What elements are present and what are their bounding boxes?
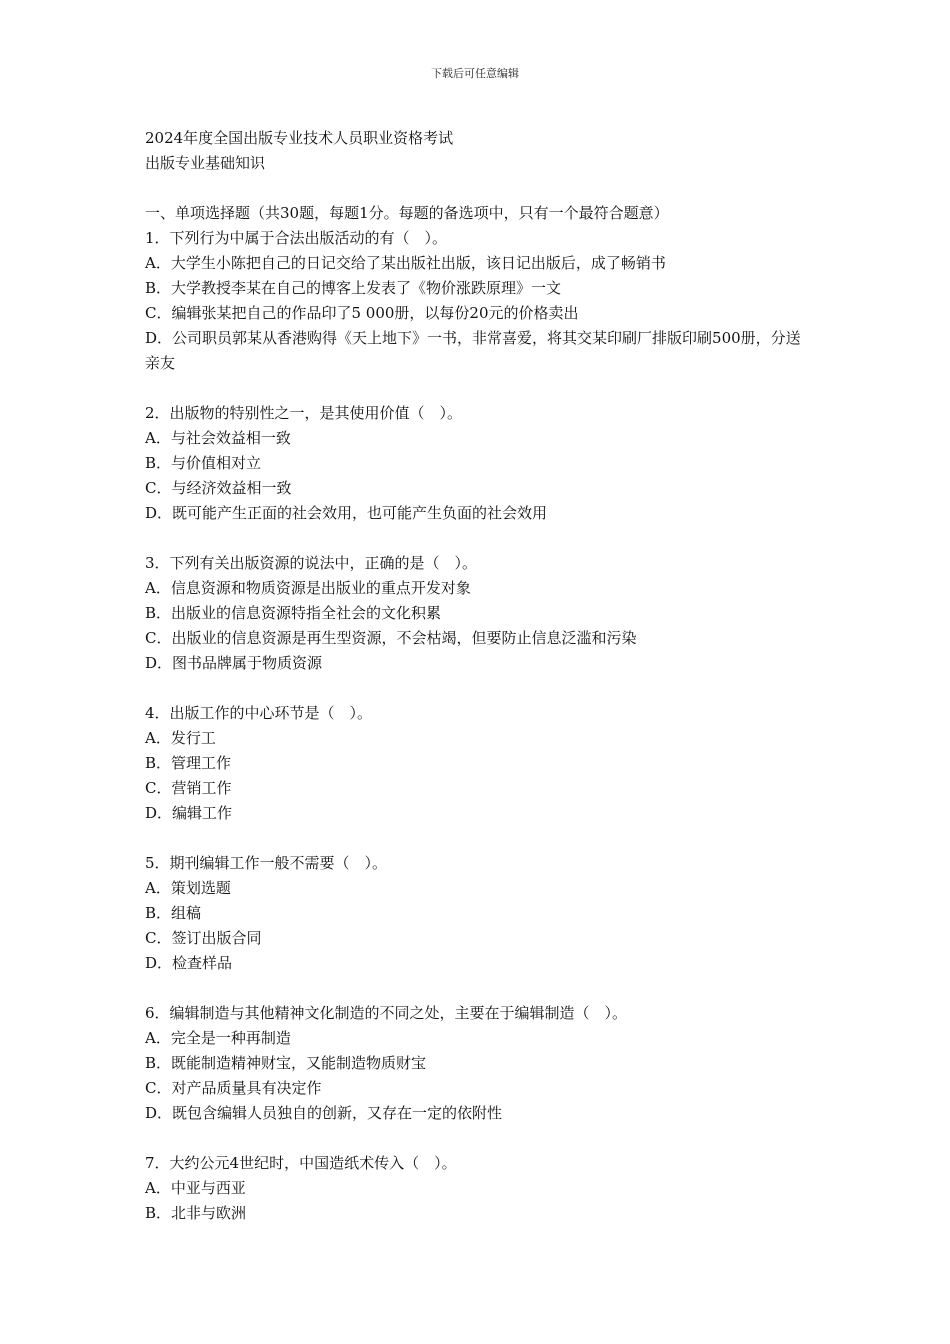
option-b: B．出版业的信息资源特指全社会的文化积累 (145, 604, 442, 622)
spacer (145, 526, 815, 551)
question-stem: 6．编辑制造与其他精神文化制造的不同之处，主要在于编辑制造（ ）。 (145, 1004, 628, 1022)
option-d: D．既可能产生正面的社会效用，也可能产生负面的社会效用 (145, 504, 548, 522)
option-a: A．策划选题 (145, 879, 231, 897)
document-body (145, 126, 815, 1226)
header-note: 下载后可任意编辑 (431, 67, 519, 80)
option-c: C．营销工作 (145, 779, 232, 797)
option-d: D．检查样品 (145, 954, 233, 972)
section-heading: 一、单项选择题（共30题，每题1分。每题的备选项中，只有一个最符合题意） (145, 204, 669, 222)
option-c: C．签订出版合同 (145, 929, 262, 947)
option-c: C．与经济效益相一致 (145, 479, 292, 497)
question-1 (145, 226, 815, 376)
option-d: D．图书品牌属于物质资源 (145, 654, 323, 672)
question-2 (145, 401, 815, 526)
spacer (145, 176, 815, 201)
spacer (145, 376, 815, 401)
option-d: D．编辑工作 (145, 804, 233, 822)
option-b: B．与价值相对立 (145, 454, 262, 472)
page-header (0, 66, 950, 82)
option-a: A．与社会效益相一致 (145, 429, 291, 447)
question-6 (145, 1001, 815, 1126)
option-c: C．编辑张某把自己的作品印了5 000册，以每份20元的价格卖出 (145, 304, 579, 322)
option-b: B．大学教授李某在自己的博客上发表了《物价涨跌原理》一文 (145, 279, 562, 297)
option-a: A．中亚与西亚 (145, 1179, 246, 1197)
question-stem: 2．出版物的特别性之一，是其使用价值（ ）。 (145, 404, 463, 422)
question-3 (145, 551, 815, 676)
option-a: A．发行工 (145, 729, 216, 747)
spacer (145, 976, 815, 1001)
document-subtitle: 出版专业基础知识 (145, 154, 266, 172)
option-c: C．出版业的信息资源是再生型资源，不会枯竭，但要防止信息泛滥和污染 (145, 629, 637, 647)
document-title: 2024年度全国出版专业技术人员职业资格考试 (145, 129, 454, 147)
question-7 (145, 1151, 815, 1226)
question-stem: 5．期刊编辑工作一般不需要（ ）。 (145, 854, 388, 872)
question-stem: 3．下列有关出版资源的说法中，正确的是（ ）。 (145, 554, 478, 572)
spacer (145, 826, 815, 851)
question-5 (145, 851, 815, 976)
question-stem: 7．大约公元4世纪时，中国造纸术传入（ ）。 (145, 1154, 457, 1172)
option-d: D．既包含编辑人员独自的创新，又存在一定的依附性 (145, 1104, 503, 1122)
spacer (145, 676, 815, 701)
option-b: B．既能制造精神财宝，又能制造物质财宝 (145, 1054, 427, 1072)
spacer (145, 1126, 815, 1151)
option-b: B．管理工作 (145, 754, 232, 772)
option-b: B．北非与欧洲 (145, 1204, 247, 1222)
option-c: C．对产品质量具有决定作 (145, 1079, 322, 1097)
option-d: D．公司职员郭某从香港购得《天上地下》一书，非常喜爱，将其交某印刷厂排版印刷500册，分送亲友 (145, 329, 801, 372)
question-4 (145, 701, 815, 826)
option-b: B．组稿 (145, 904, 202, 922)
question-stem: 4．出版工作的中心环节是（ ）。 (145, 704, 373, 722)
question-stem: 1．下列行为中属于合法出版活动的有（ ）。 (145, 229, 448, 247)
option-a: A．大学生小陈把自己的日记交给了某出版社出版，该日记出版后，成了畅销书 (145, 254, 666, 272)
option-a: A．完全是一种再制造 (145, 1029, 291, 1047)
option-a: A．信息资源和物质资源是出版业的重点开发对象 (145, 579, 471, 597)
